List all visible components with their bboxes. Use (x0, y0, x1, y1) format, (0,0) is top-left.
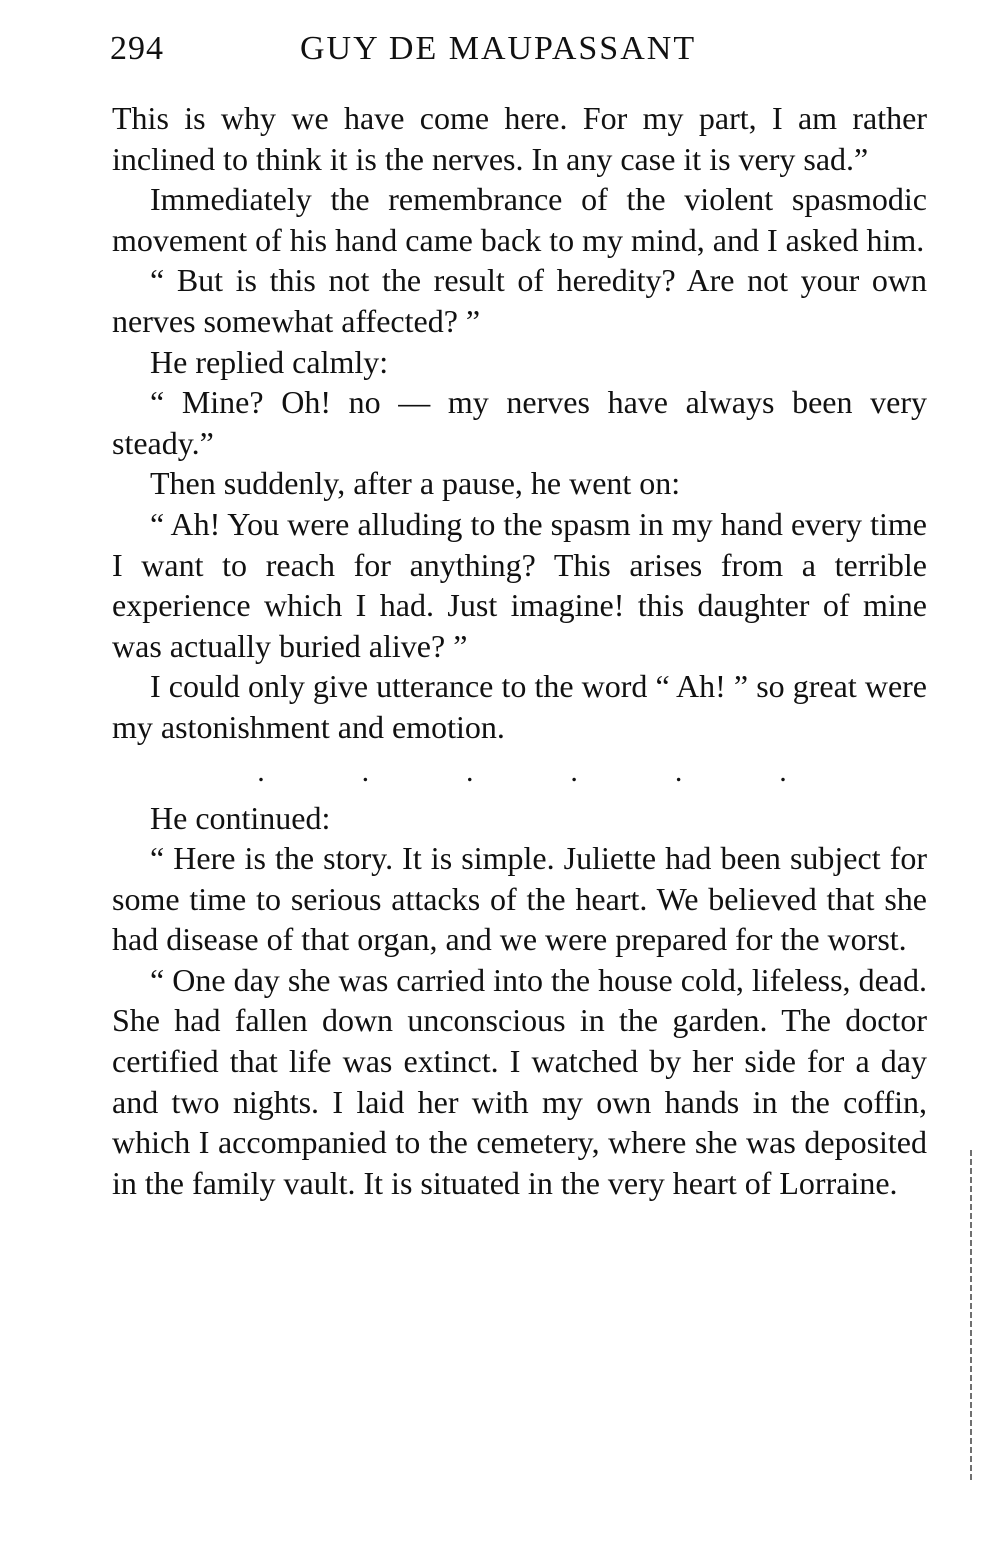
paragraph: “ But is this not the result of heredity? Are not your own nerves somewhat affected? ” (112, 262, 927, 339)
section-break-dot: . (361, 754, 370, 788)
running-title: GUY DE MAUPASSANT (300, 30, 697, 67)
section-break-dot: . (779, 754, 787, 788)
section-break-dot: . (257, 754, 265, 788)
page-number: 294 (110, 30, 164, 67)
section-break-dots (112, 752, 927, 792)
paragraph: He replied calmly: (150, 343, 389, 380)
paragraph: I could only give utterance to the word “ Ah! ” so great were my astonishment and emotion. (112, 668, 927, 745)
paragraph: “ Ah! You were alluding to the spasm in my hand every time I want to reach for anything? This arises from a terrible experience which I had. Just imagine! this daughter of mine was actually buried alive? ” (112, 505, 927, 664)
section-break-dot: . (570, 754, 578, 788)
paragraph: Then suddenly, after a pause, he went on: (150, 465, 681, 502)
section-break-dot: . (674, 754, 683, 788)
running-head (110, 30, 930, 80)
paragraph: Immediately the remembrance of the violent spasmodic movement of his hand came back to my mind, and I asked him. (112, 181, 927, 258)
body-text (112, 98, 927, 1203)
paragraph: This is why we have come here. For my part, I am rather inclined to think it is the nerves. In any case it is very sad.” (112, 100, 927, 177)
section-break-dot: . (466, 754, 474, 788)
scan-margin-line (970, 1150, 972, 1480)
paragraph: “ Mine? Oh! no — my nerves have always been very steady.” (112, 384, 927, 461)
paragraph: He continued: (150, 799, 331, 836)
paragraph: “ Here is the story. It is simple. Juliette had been subject for some time to serious attacks of the heart. We believed that she had disease of that organ, and we were prepared for the worst. (112, 840, 927, 958)
paragraph: “ One day she was carried into the house cold, lifeless, dead. She had fallen down unconscious in the garden. The doctor certified that life was extinct. I watched by her side for a day and two nights. I laid her with my own hands in the coffin, which I accompanied to the cemetery, where she was deposited in the family vault. It is situated in the very heart of Lorraine. (112, 961, 927, 1201)
